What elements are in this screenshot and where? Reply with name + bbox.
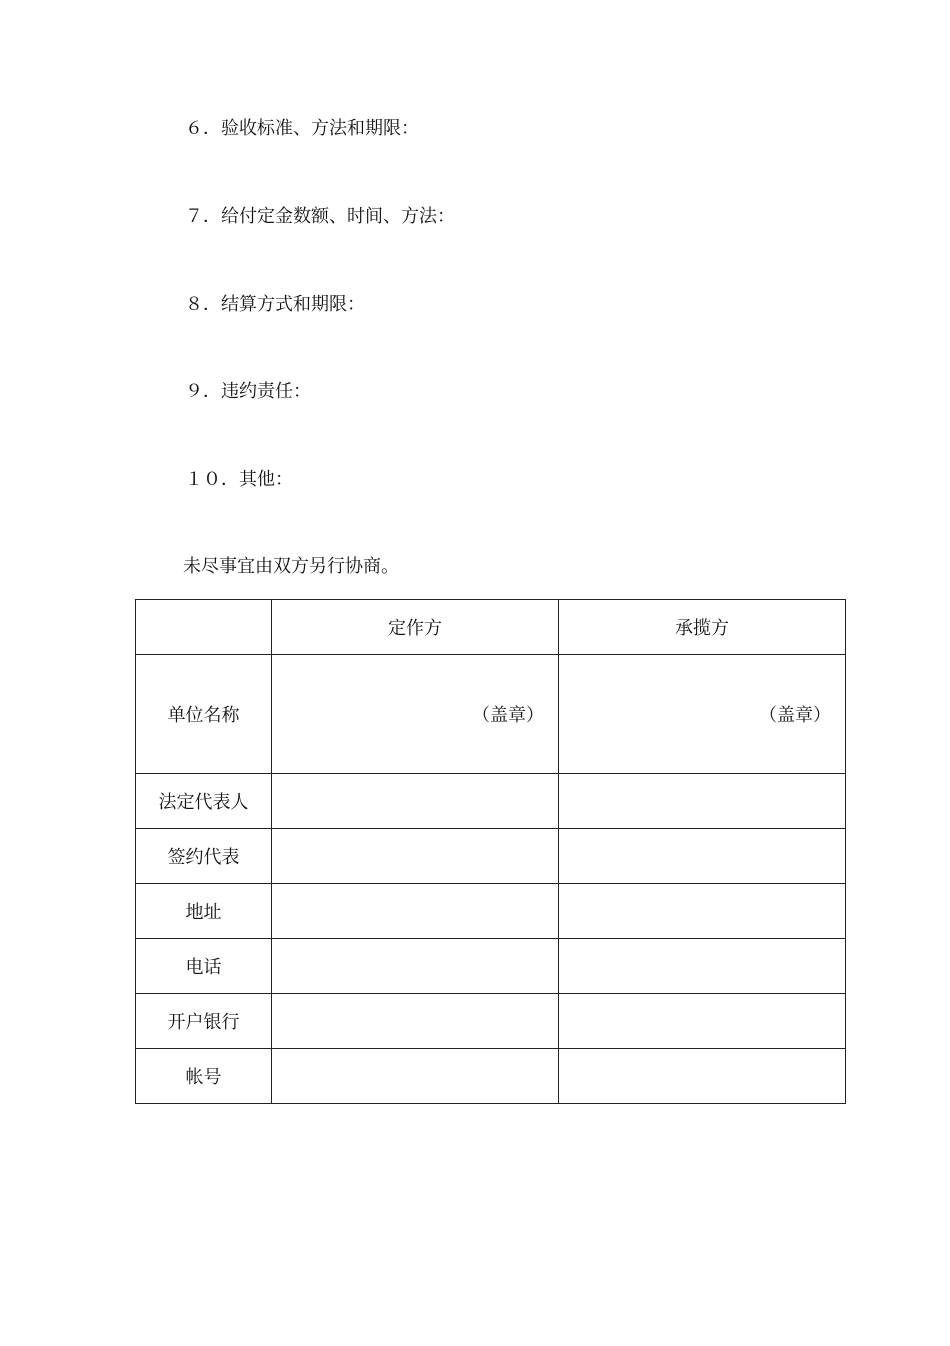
seal-cell-orderer[interactable]: （盖章） [272,655,559,774]
row-label-phone: 电话 [136,939,272,994]
table-row-account [136,1049,846,1104]
table-row-phone [136,939,846,994]
legal-rep-contractor-field[interactable] [559,774,846,829]
table-row-unit-name [136,655,846,774]
signature-table [135,599,846,1104]
address-orderer-field[interactable] [272,884,559,939]
account-orderer-field[interactable] [272,1049,559,1104]
bank-contractor-field[interactable] [559,994,846,1049]
row-label-legal-rep: 法定代表人 [136,774,272,829]
header-orderer: 定作方 [272,600,559,655]
closing-statement: 未尽事宜由双方另行协商。 [183,556,399,577]
address-contractor-field[interactable] [559,884,846,939]
table-header-row [136,600,846,655]
signing-rep-orderer-field[interactable] [272,829,559,884]
clause-10-other: １０．其他： [185,469,293,490]
account-contractor-field[interactable] [559,1049,846,1104]
header-empty-cell [136,600,272,655]
clause-6-acceptance: ６．验收标准、方法和期限： [185,118,419,139]
phone-contractor-field[interactable] [559,939,846,994]
table-row-address [136,884,846,939]
seal-cell-contractor[interactable]: （盖章） [559,655,846,774]
table-row-signing-rep [136,829,846,884]
clause-8-settlement: ８．结算方式和期限： [185,294,365,315]
table-row-bank [136,994,846,1049]
row-label-unit-name: 单位名称 [136,655,272,774]
clause-7-deposit: ７．给付定金数额、时间、方法： [185,206,455,227]
phone-orderer-field[interactable] [272,939,559,994]
legal-rep-orderer-field[interactable] [272,774,559,829]
signing-rep-contractor-field[interactable] [559,829,846,884]
row-label-signing-rep: 签约代表 [136,829,272,884]
table-row-legal-rep [136,774,846,829]
header-contractor: 承揽方 [559,600,846,655]
row-label-address: 地址 [136,884,272,939]
row-label-bank: 开户银行 [136,994,272,1049]
row-label-account: 帐号 [136,1049,272,1104]
bank-orderer-field[interactable] [272,994,559,1049]
clause-9-liability: ９．违约责任： [185,381,311,402]
